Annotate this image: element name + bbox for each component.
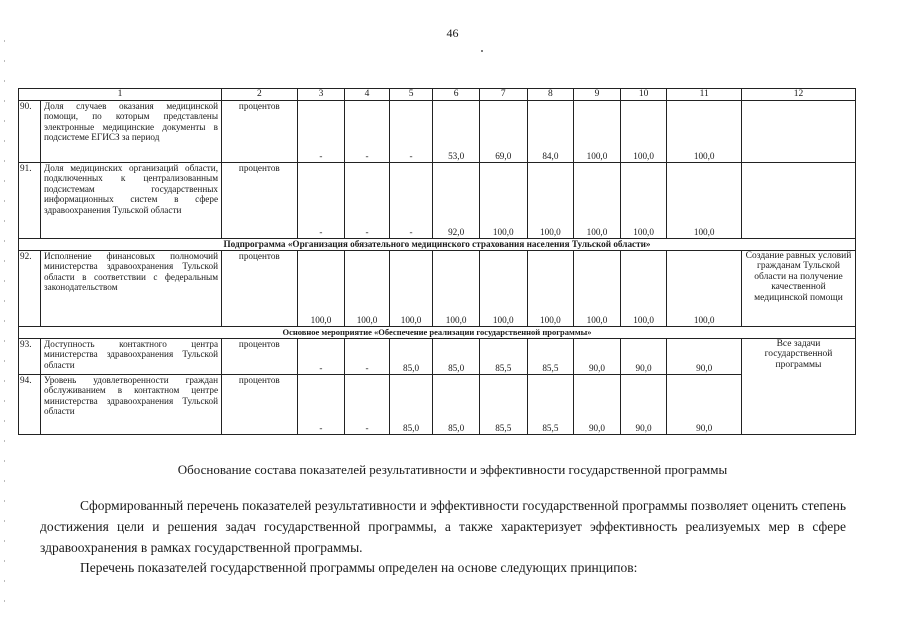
- indicator-cell: [19, 162, 222, 238]
- table-row: [19, 374, 856, 434]
- paragraph: Перечень показателей государственной программы определен на основе следующих принципов:: [80, 560, 638, 575]
- indicators-table: [18, 88, 856, 435]
- value-cell: 90,0: [667, 338, 742, 374]
- indicator-name: Доля случаев оказания медицинской помощи, по которым представлены электронные медицинские документы в подсистеме ЕГИСЗ за период: [44, 100, 219, 142]
- header-cell: 9: [574, 89, 621, 101]
- value-cell: 100,0: [574, 250, 621, 326]
- unit-cell: процентов: [222, 162, 298, 238]
- header-cell: 11: [667, 89, 742, 101]
- table-row: [19, 338, 856, 374]
- value-cell: 100,0: [479, 250, 527, 326]
- header-cell: 5: [389, 89, 433, 101]
- note-cell: [741, 100, 855, 162]
- unit-cell: процентов: [222, 338, 298, 374]
- row-number: 91.: [19, 163, 41, 238]
- value-cell: 100,0: [620, 162, 667, 238]
- scan-margin-marks: [4, 40, 5, 620]
- value-cell: 100,0: [433, 250, 480, 326]
- paragraph: Сформированный перечень показателей результативности и эффективности государственной программы позволяет оценить степень достижения цели и решения задач государственной программы, а также характеризует эффективность реализуемых мер в сфере здравоохранения в рамках государственной программы.: [40, 498, 846, 555]
- indicator-name: Уровень удовлетворенности граждан обслуживанием в контактном центре министерства здравоохранения Тульской области: [44, 374, 219, 416]
- row-number: 94.: [19, 375, 41, 434]
- scan-speck: [481, 50, 483, 52]
- value-cell: 84,0: [527, 100, 574, 162]
- table-row: [19, 100, 856, 162]
- value-cell: 100,0: [297, 250, 345, 326]
- value-cell: 53,0: [433, 100, 480, 162]
- section-title: Обоснование состава показателей результативности и эффективности государственной программы: [177, 462, 728, 477]
- value-cell: 85,5: [527, 374, 574, 434]
- row-number: 92.: [19, 251, 41, 326]
- header-cell: 7: [479, 89, 527, 101]
- value-cell: -: [345, 100, 390, 162]
- row-number: 90.: [19, 101, 41, 162]
- value-cell: 85,0: [433, 374, 480, 434]
- value-cell: 100,0: [620, 250, 667, 326]
- row-number: 93.: [19, 339, 41, 374]
- header-cell: 2: [222, 89, 298, 101]
- value-cell: -: [297, 100, 345, 162]
- value-cell: 92,0: [433, 162, 480, 238]
- value-cell: 85,5: [479, 374, 527, 434]
- indicator-cell: [19, 250, 222, 326]
- value-cell: 100,0: [574, 100, 621, 162]
- note-cell: [741, 162, 855, 238]
- subsection-title: Подпрограмма «Организация обязательного медицинского страхования населения Тульской области»: [19, 238, 856, 250]
- value-cell: 90,0: [574, 374, 621, 434]
- header-cell: 4: [345, 89, 390, 101]
- header-cell: 3: [297, 89, 345, 101]
- indicator-cell: [19, 100, 222, 162]
- page-number: 46: [446, 26, 459, 40]
- header-cell: 8: [527, 89, 574, 101]
- note-cell: Создание равных условий гражданам Тульской области на получение качественной медицинской помощи: [741, 250, 855, 326]
- header-cell: 1: [19, 89, 222, 101]
- value-cell: -: [389, 162, 433, 238]
- header-cell: 10: [620, 89, 667, 101]
- indicator-name: Исполнение финансовых полномочий министерства здравоохранения Тульской области в соответствии с федеральным законодательством: [44, 250, 219, 292]
- value-cell: 90,0: [574, 338, 621, 374]
- value-cell: 85,0: [433, 338, 480, 374]
- note-cell: Все задачи государственной программы: [741, 338, 855, 434]
- header-cell: 6: [433, 89, 480, 101]
- value-cell: -: [297, 338, 345, 374]
- value-cell: 100,0: [479, 162, 527, 238]
- value-cell: 85,0: [389, 338, 433, 374]
- value-cell: 100,0: [667, 250, 742, 326]
- value-cell: -: [297, 374, 345, 434]
- value-cell: -: [297, 162, 345, 238]
- unit-cell: процентов: [222, 100, 298, 162]
- indicator-name: Доступность контактного центра министерства здравоохранения Тульской области: [44, 338, 219, 370]
- subsection-row: [19, 238, 856, 250]
- value-cell: -: [389, 100, 433, 162]
- value-cell: 100,0: [527, 250, 574, 326]
- value-cell: 100,0: [667, 100, 742, 162]
- value-cell: 90,0: [620, 374, 667, 434]
- value-cell: 85,0: [389, 374, 433, 434]
- subsection-title: Основное мероприятие «Обеспечение реализации государственной программы»: [19, 326, 856, 338]
- value-cell: 69,0: [479, 100, 527, 162]
- value-cell: -: [345, 338, 390, 374]
- indicator-name: Доля медицинских организаций области, подключенных к централизованным подсистемам государственных информационных систем в сфере здравоохранения Тульской области: [44, 162, 219, 215]
- table-row: [19, 250, 856, 326]
- table-header-row: [19, 89, 856, 101]
- value-cell: 100,0: [574, 162, 621, 238]
- subsection-row: [19, 326, 856, 338]
- unit-cell: процентов: [222, 374, 298, 434]
- value-cell: 100,0: [620, 100, 667, 162]
- value-cell: 100,0: [389, 250, 433, 326]
- value-cell: -: [345, 374, 390, 434]
- value-cell: 85,5: [479, 338, 527, 374]
- value-cell: 100,0: [527, 162, 574, 238]
- indicator-cell: [19, 338, 222, 374]
- header-cell: 12: [741, 89, 855, 101]
- value-cell: -: [345, 162, 390, 238]
- value-cell: 85,5: [527, 338, 574, 374]
- value-cell: 90,0: [667, 374, 742, 434]
- value-cell: 90,0: [620, 338, 667, 374]
- unit-cell: процентов: [222, 250, 298, 326]
- value-cell: 100,0: [345, 250, 390, 326]
- value-cell: 100,0: [667, 162, 742, 238]
- table-row: [19, 162, 856, 238]
- indicator-cell: [19, 374, 222, 434]
